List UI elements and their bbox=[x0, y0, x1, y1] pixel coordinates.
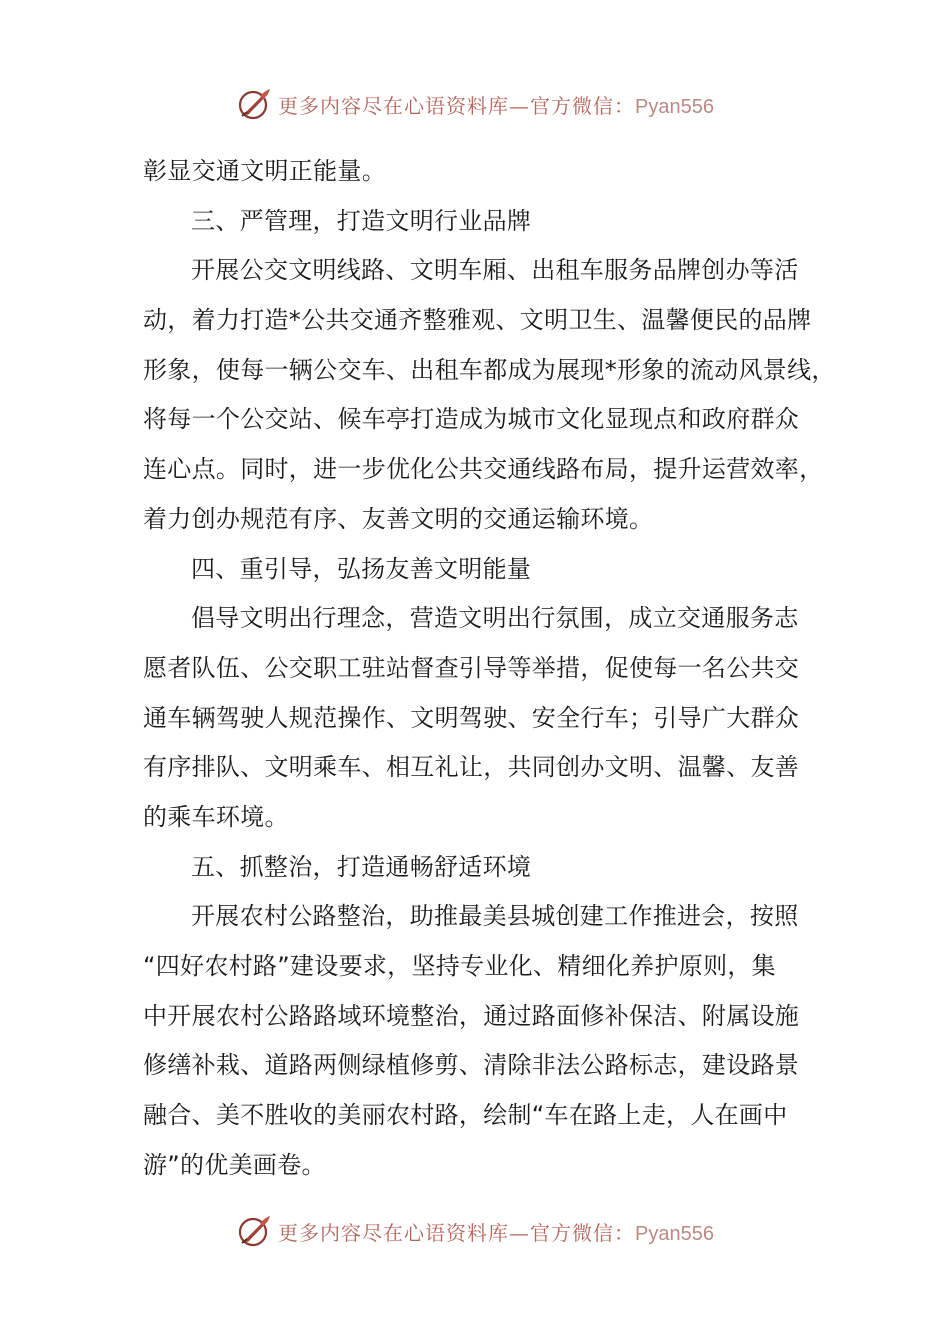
section-heading: 四、重引导，弘扬友善文明能量 bbox=[191, 554, 532, 583]
document-body bbox=[143, 147, 836, 1190]
paragraph-line: 开展公交文明线路、文明车厢、出租车服务品牌创办等活 bbox=[191, 256, 799, 285]
watermark-text: 更多内容尽在心语资料库—官方微信：Pyan556 bbox=[278, 93, 714, 118]
paragraph-line: 中开展农村公路路域环境整治，通过路面修补保洁、附属设施 bbox=[143, 1001, 800, 1030]
paragraph-line: 融合、美不胜收的美丽农村路，绘制“车在路上走，人在画中 bbox=[143, 1101, 788, 1130]
paragraph-line: “四好农村路”建设要求，坚持专业化、精细化养护原则，集 bbox=[143, 952, 776, 980]
section-heading: 五、抓整治，打造通畅舒适环境 bbox=[191, 852, 532, 881]
footer-watermark-banner bbox=[0, 1211, 950, 1251]
paragraph-line: 的乘车环境。 bbox=[143, 802, 289, 831]
quill-pen-logo-icon bbox=[236, 86, 272, 122]
header-watermark-banner bbox=[0, 84, 950, 124]
watermark-text: 更多内容尽在心语资料库—官方微信：Pyan556 bbox=[278, 1220, 714, 1245]
paragraph-line: 彰显交通文明正能量。 bbox=[143, 157, 386, 185]
paragraph-line: 通车辆驾驶人规范操作、文明驾驶、安全行车；引导广大群众 bbox=[143, 703, 800, 732]
paragraph-line: 开展农村公路整治，助推最美县城创建工作推进会，按照 bbox=[191, 902, 799, 931]
paragraph-line: 愿者队伍、公交职工驻站督查引导等举措，促使每一名公共交 bbox=[143, 653, 800, 682]
wechat-id: Pyan556 bbox=[635, 95, 714, 118]
paragraph-line: 修缮补栽、道路两侧绿植修剪、清除非法公路标志，建设路景 bbox=[143, 1051, 800, 1080]
wechat-id: Pyan556 bbox=[635, 1222, 714, 1245]
paragraph-line: 连心点。同时，进一步优化公共交通线路布局，提升运营效率， bbox=[143, 455, 824, 484]
paragraph-line: 着力创办规范有序、友善文明的交通运输环境。 bbox=[143, 504, 654, 533]
paragraph-line: 倡导文明出行理念，营造文明出行氛围，成立交通服务志 bbox=[191, 604, 799, 633]
paragraph-line: 有序排队、文明乘车、相互礼让，共同创办文明、温馨、友善 bbox=[143, 753, 800, 782]
paragraph-line: 游”的优美画卷。 bbox=[143, 1150, 326, 1179]
paragraph-line: 动，着力打造*公共交通齐整雅观、文明卫生、温馨便民的品牌 bbox=[143, 306, 812, 335]
quill-pen-logo-icon bbox=[236, 1213, 272, 1249]
paragraph-line: 将每一个公交站、候车亭打造成为城市文化显现点和政府群众 bbox=[143, 405, 800, 434]
paragraph-line: 形象，使每一辆公交车、出租车都成为展现*形象的流动风景线， bbox=[143, 355, 836, 384]
section-heading: 三、严管理，打造文明行业品牌 bbox=[191, 206, 532, 235]
